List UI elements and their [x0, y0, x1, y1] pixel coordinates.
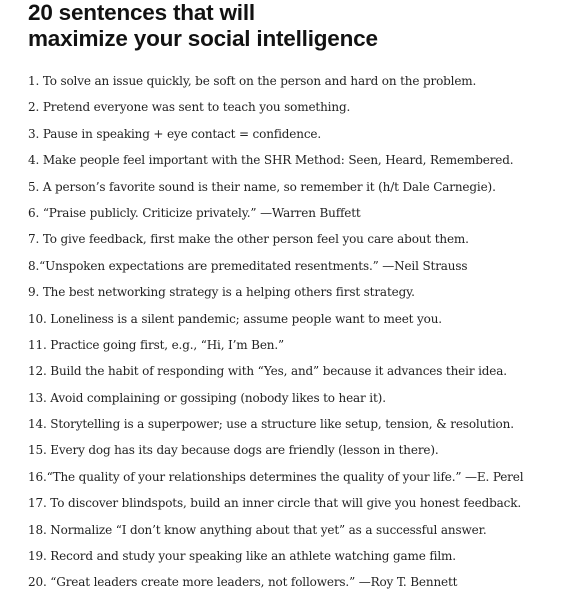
list-item: 18. Normalize “I don’t know anything about that yet” as a successful answer. [28, 522, 487, 537]
list-item: 4. Make people feel important with the SHR Method: Seen, Heard, Remembered. [28, 153, 514, 168]
page-title [28, 0, 560, 52]
sentence-list [28, 68, 568, 596]
list-item: 13. Avoid complaining or gossiping (nobody likes to hear it). [28, 390, 386, 405]
list-item: 1. To solve an issue quickly, be soft on the person and hard on the problem. [28, 74, 477, 88]
list-item: 19. Record and study your speaking like an athlete watching game film. [28, 549, 456, 564]
list-item: 20. “Great leaders create more leaders, not followers.” —Roy T. Bennett [28, 575, 458, 590]
title-line-1: 20 sentences that will [28, 0, 255, 25]
list-item: 9. The best networking strategy is a helping others first strategy. [28, 285, 415, 300]
list-item: 17. To discover blindspots, build an inner circle that will give you honest feedback. [28, 496, 522, 511]
list-item: 16.“The quality of your relationships determines the quality of your life.” —E. Perel [28, 469, 524, 484]
list-item: 2. Pretend everyone was sent to teach you something. [28, 100, 351, 115]
list-item: 8.“Unspoken expectations are premeditated resentments.” —Neil Strauss [28, 258, 468, 273]
list-item: 10. Loneliness is a silent pandemic; assume people want to meet you. [28, 311, 442, 326]
list-item: 3. Pause in speaking + eye contact = confidence. [28, 126, 322, 141]
list-item: 5. A person’s favorite sound is their name, so remember it (h/t Dale Carnegie). [28, 179, 496, 194]
list-item: 11. Practice going first, e.g., “Hi, I’m Ben.” [28, 337, 285, 352]
list-item: 6. “Praise publicly. Criticize privately.” —Warren Buffett [28, 205, 361, 220]
list-item: 15. Every dog has its day because dogs are friendly (lesson in there). [28, 443, 439, 458]
list-item: 12. Build the habit of responding with “Yes, and” because it advances their idea. [28, 364, 507, 379]
title-line-2: maximize your social intelligence [28, 26, 378, 51]
list-item: 14. Storytelling is a superpower; use a structure like setup, tension, & resolution. [28, 417, 514, 432]
list-item: 7. To give feedback, first make the other person feel you care about them. [28, 232, 469, 247]
